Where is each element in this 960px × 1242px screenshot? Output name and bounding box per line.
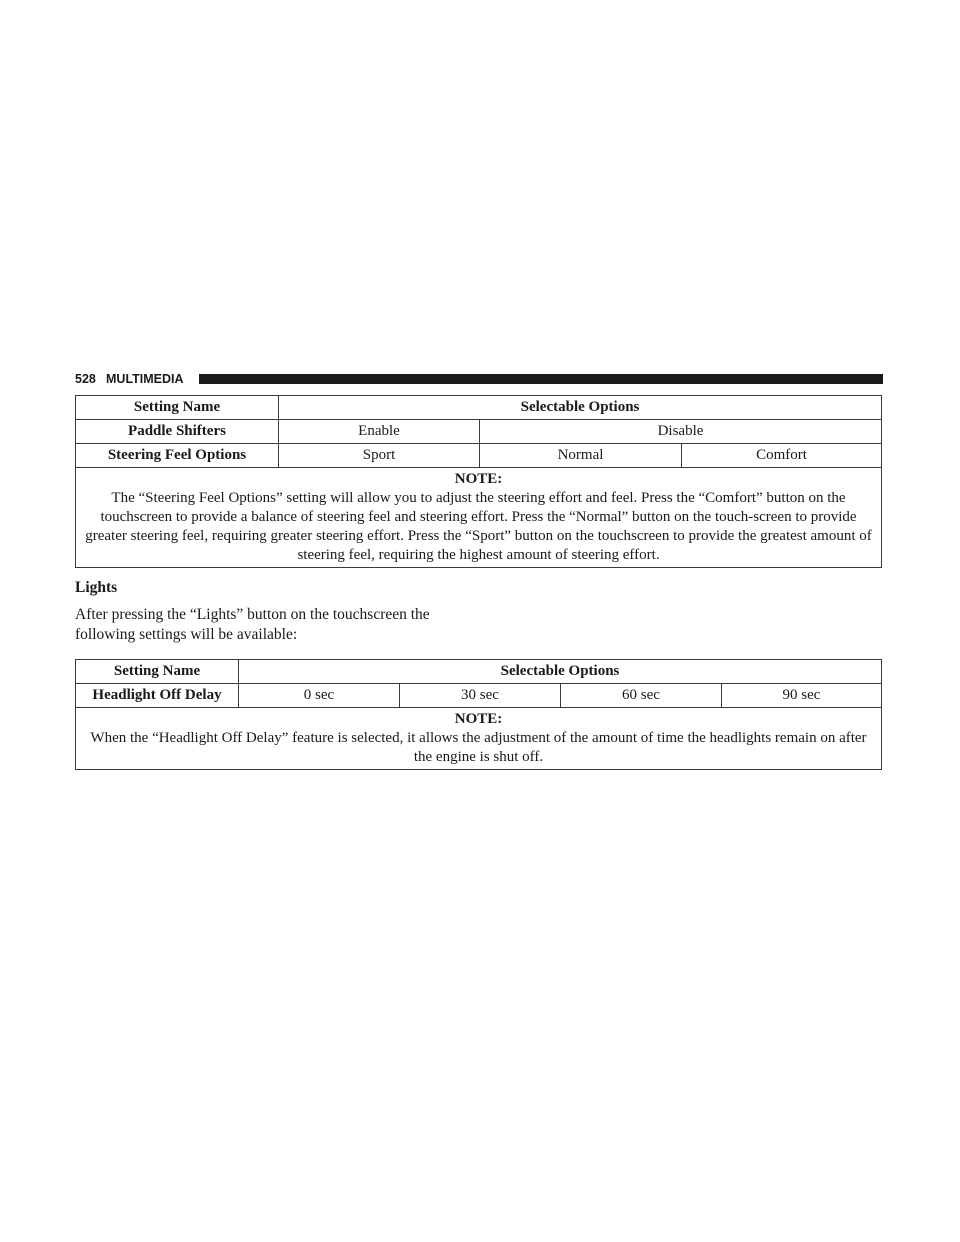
setting-name-steering-feel: Steering Feel Options: [76, 444, 279, 468]
lights-heading: Lights: [75, 579, 118, 596]
option-comfort: Comfort: [682, 444, 882, 468]
option-sport: Sport: [279, 444, 480, 468]
note-body: The “Steering Feel Options” setting will allow you to adjust the steering effort and feel. Press the “Comfort” button on the touchscreen to provide a balance of steering feel and steering effort. Press the “Normal” button on the touch-screen to provide greater steering feel, requiring greater steering effort. Press the “Sport” button on the touchscreen to provide the greatest amount of steering feel, requiring the highest amount of steering effort.: [85, 490, 872, 563]
table-row: [76, 420, 882, 444]
header-rule: [199, 374, 883, 384]
option-enable: Enable: [279, 420, 480, 444]
lights-settings-table: [75, 659, 882, 770]
page-header: [75, 371, 883, 387]
note-cell: [76, 468, 882, 568]
column-header-selectable-options: Selectable Options: [279, 396, 882, 420]
note-title: NOTE:: [454, 471, 503, 487]
steering-settings-table: [75, 395, 882, 568]
note-row: [76, 468, 882, 568]
option-disable: Disable: [480, 420, 882, 444]
column-header-setting-name: Setting Name: [76, 396, 279, 420]
option-60-sec: 60 sec: [561, 684, 722, 708]
table-row: [76, 444, 882, 468]
table-header-row: [76, 396, 882, 420]
section-title: MULTIMEDIA: [106, 372, 184, 386]
option-90-sec: 90 sec: [722, 684, 882, 708]
note-body: When the “Headlight Off Delay” feature is selected, it allows the adjustment of the amount of time the headlights remain on after the engine is shut off.: [90, 730, 867, 765]
setting-name-headlight-off-delay: Headlight Off Delay: [76, 684, 239, 708]
note-row: [76, 708, 882, 770]
table-header-row: [76, 660, 882, 684]
lights-intro-paragraph: After pressing the “Lights” button on the touchscreen the following settings will be available:: [75, 606, 430, 643]
option-0-sec: 0 sec: [239, 684, 400, 708]
column-header-selectable-options: Selectable Options: [239, 660, 882, 684]
option-30-sec: 30 sec: [400, 684, 561, 708]
table-row: [76, 684, 882, 708]
option-normal: Normal: [480, 444, 682, 468]
column-header-setting-name: Setting Name: [76, 660, 239, 684]
page-number: 528: [75, 372, 96, 386]
note-title: NOTE:: [454, 711, 503, 727]
note-cell: [76, 708, 882, 770]
setting-name-paddle-shifters: Paddle Shifters: [76, 420, 279, 444]
